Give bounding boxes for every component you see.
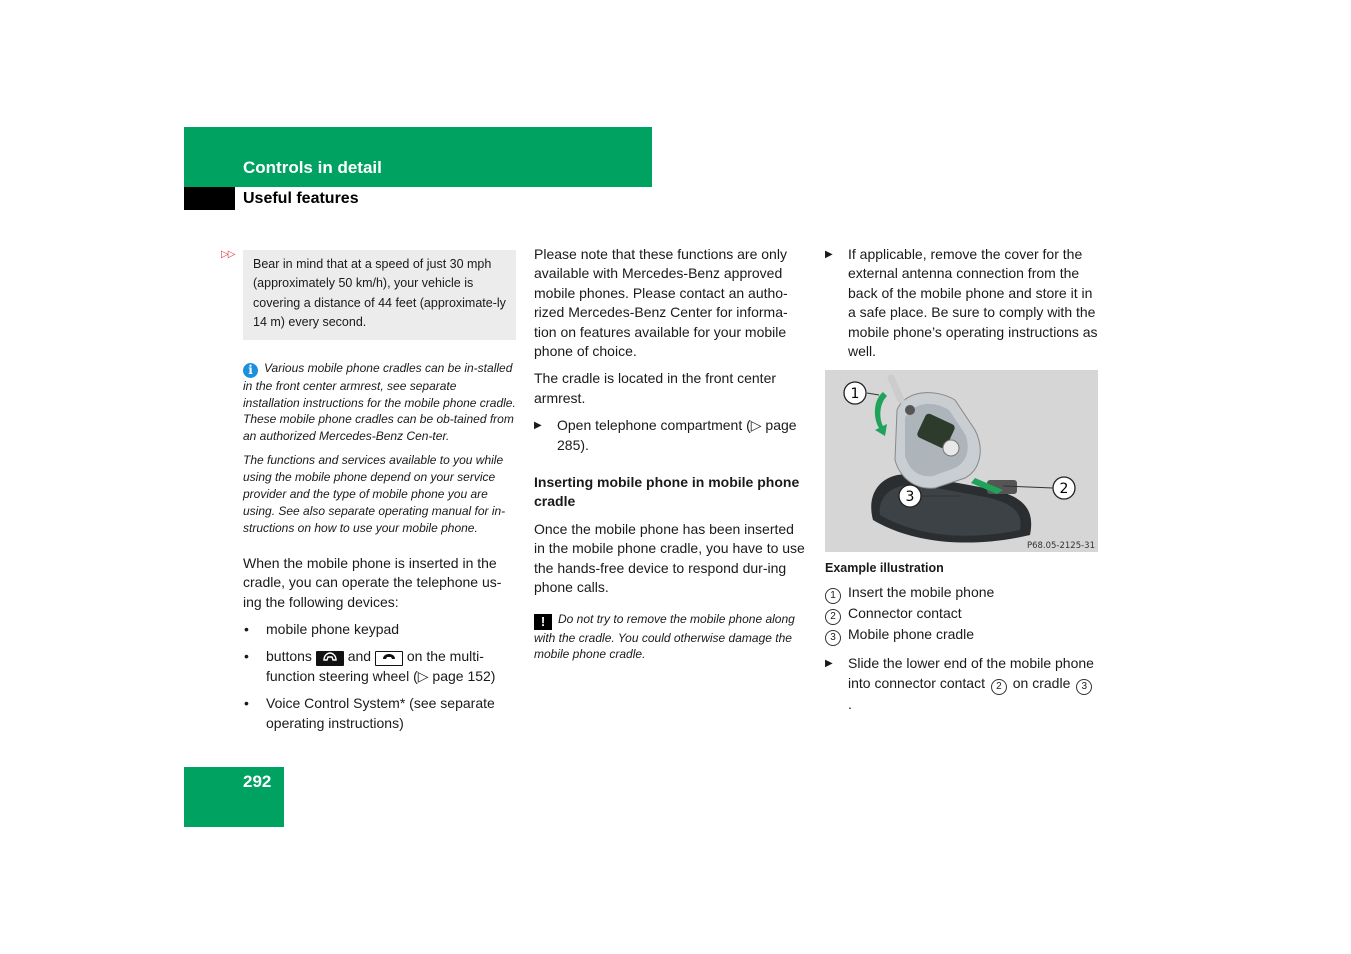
figure-legend xyxy=(825,583,1098,646)
list-item-text: buttons xyxy=(266,648,312,665)
devices-list xyxy=(243,620,516,733)
continued-arrows-icon: ▷▷ xyxy=(221,249,235,260)
phone-cradle-illustration xyxy=(825,370,1098,552)
list-item-text: and xyxy=(347,648,372,665)
step-text: on cradle xyxy=(1012,674,1071,691)
cradle-location-para: The cradle is located in the front center armrest. xyxy=(534,370,777,406)
speed-note-box: Bear in mind that at a speed of just 30 mph (approximately 50 km/h), your vehicle is covering a distance of 44 feet (approximate-ly 14 m) every second. xyxy=(243,250,516,340)
figure-code: P68.05-2125-31 xyxy=(1026,541,1095,552)
legend-ref: 2 xyxy=(991,679,1007,695)
step-text: . xyxy=(848,695,852,712)
info-icon: i xyxy=(243,363,258,378)
subheading-inserting: Inserting mobile phone in mobile phone cradle xyxy=(534,474,800,510)
legend-number: 3 xyxy=(825,630,841,646)
step-text: Slide the lower end of the mobile phone into connector contact xyxy=(848,655,1094,691)
legend-item xyxy=(825,583,1098,604)
page-number: 292 xyxy=(243,772,272,791)
devices-intro: When the mobile phone is inserted in the cradle, you can operate the telephone us-ing the following devices: xyxy=(243,554,502,610)
hands-free-para: Once the mobile phone has been inserted in the mobile phone cradle, you have to use the hands-free device to respond dur-ing phone calls. xyxy=(534,520,805,596)
legend-ref: 3 xyxy=(1076,679,1092,695)
svg-text:2: 2 xyxy=(1059,481,1069,498)
callout-2 xyxy=(1053,477,1075,499)
phone-end-icon xyxy=(375,651,403,666)
step-open-compartment: ▶ Open telephone compartment (▷ page 285). xyxy=(534,416,806,455)
list-item-text: Voice Control System* (see separate operating instructions) xyxy=(266,695,495,731)
phone-answer-icon xyxy=(316,651,344,666)
subsection-title: Useful features xyxy=(243,190,359,207)
info-note-text: Various mobile phone cradles can be in-stalled in the front center armrest, see separate installation instructions for the mobile phone cradle. These mobile phone cradles can be ob-tained from an authorized Mercedes-Benz Cen-ter. xyxy=(243,360,516,444)
header-marker xyxy=(184,187,235,210)
list-item xyxy=(243,620,516,639)
legend-text: Insert the mobile phone xyxy=(848,584,995,601)
callout-1 xyxy=(844,382,866,404)
list-item xyxy=(243,647,516,686)
callout-3 xyxy=(899,485,921,507)
warning-note xyxy=(534,611,806,664)
svg-text:3: 3 xyxy=(905,489,915,506)
figure-caption: Example illustration xyxy=(825,561,944,576)
column-1 xyxy=(243,250,516,741)
column-3 xyxy=(825,245,1098,714)
info-note xyxy=(243,360,516,446)
legend-text: Connector contact xyxy=(848,605,962,622)
section-title: Controls in detail xyxy=(243,158,382,177)
list-item-text: mobile phone keypad xyxy=(266,621,400,637)
legend-item xyxy=(825,625,1098,646)
legend-number: 1 xyxy=(825,588,841,604)
svg-text:1: 1 xyxy=(850,386,860,403)
warning-icon: ! xyxy=(534,614,552,630)
step-remove-cover: ▶ If applicable, remove the cover for the external antenna connection from the back of the mobile phone and store it in a safe place. Be sure to comply with the mobile phone’s operating instructions as well. xyxy=(825,245,1098,361)
legend-text: Mobile phone cradle xyxy=(848,626,975,643)
header-band xyxy=(184,127,652,187)
legend-item xyxy=(825,604,1098,625)
illustration-graphic xyxy=(825,370,1098,552)
info-note-2: The functions and services available to you while using the mobile phone depend on your service provider and the type of mobile phone you are using. See also separate operating manual for in-structions on how to use your mobile phone. xyxy=(243,453,506,535)
approved-phones-para: Please note that these functions are only available with Mercedes-Benz approved mobile phones. Please contact an autho-rized Mercedes-Benz Center for informa-tion on features available for your mobile phone of choice. xyxy=(534,246,788,360)
list-item xyxy=(243,694,516,733)
list-item-text: on the multi-function steering wheel (▷ page 152) xyxy=(266,648,496,684)
column-2 xyxy=(534,245,806,663)
step-slide-phone xyxy=(825,654,1098,714)
legend-number: 2 xyxy=(825,609,841,625)
warning-text: Do not try to remove the mobile phone along with the cradle. You could otherwise damage the mobile phone cradle. xyxy=(534,611,795,662)
